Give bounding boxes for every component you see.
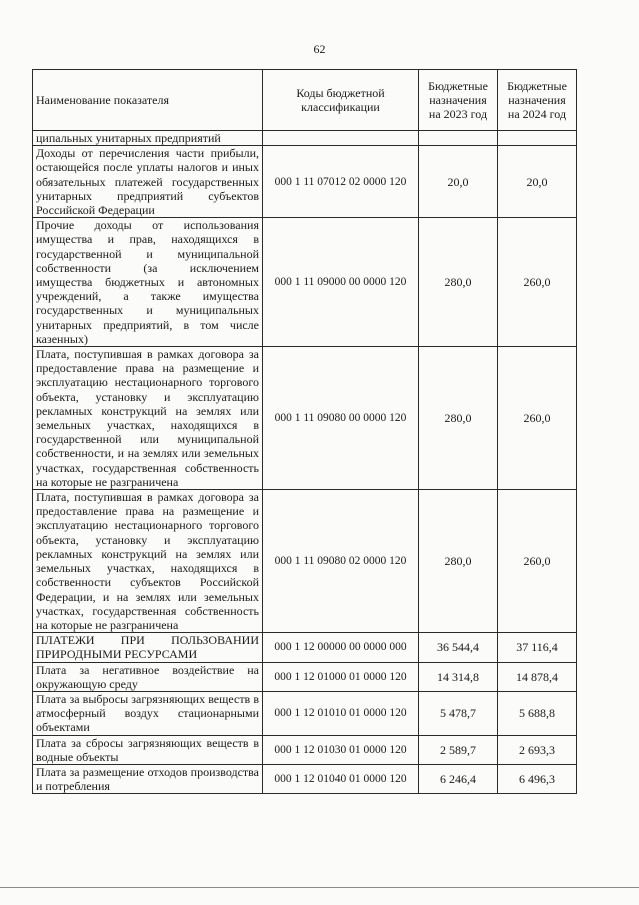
page-number: 62	[313, 42, 326, 56]
row-budget-2024: 5 688,8	[498, 691, 577, 735]
row-name: Доходы от перечисления части прибыли, остающейся после уплаты налогов и иных обязательных платежей государственных унитарных предприятий субъектов Российской Федерации	[33, 146, 263, 218]
row-name: Плата за выбросы загрязняющих веществ в атмосферный воздух стационарными объектами	[33, 691, 263, 735]
row-name: Плата за размещение отходов производства и потребления	[33, 764, 263, 793]
header-name: Наименование показателя	[33, 70, 263, 131]
row-name: Прочие доходы от использования имущества и прав, находящихся в государственной и муниципальной собственности (за исключением имущества бюджетных и автономных учреждений, а также имущества государственных и муниципальных унитарных предприятий, в том числе казенных)	[33, 218, 263, 347]
row-budget-2023: 14 314,8	[419, 662, 498, 691]
row-name: Плата, поступившая в рамках договора за предоставление права на размещение и эксплуатацию нестационарного торгового объекта, установку и эксплуатацию рекламных конструкций на землях или земельных участках, находящихся в государственной или муниципальной собственности, и на землях или земельных участках, государственная собственность на которые не разграничена	[33, 347, 263, 490]
row-name: Плата, поступившая в рамках договора за предоставление права на размещение и эксплуатацию нестационарного торгового объекта, установку и эксплуатацию рекламных конструкций на землях или земельных участках, находящихся в собственности субъектов Российской Федерации, и на землях или земельных участках, государственная собственность на которые не разграничена	[33, 490, 263, 633]
row-code: 000 1 12 01010 01 0000 120	[263, 691, 419, 735]
row-code: 000 1 11 09080 02 0000 120	[263, 490, 419, 633]
header-budget-2023: Бюджетные назначения на 2023 год	[419, 70, 498, 131]
row-budget-2023: 20,0	[419, 146, 498, 218]
row-budget-2023: 280,0	[419, 490, 498, 633]
table-row	[33, 490, 577, 633]
row-budget-2024: 14 878,4	[498, 662, 577, 691]
table-row	[33, 764, 577, 793]
row-budget-2024: 260,0	[498, 490, 577, 633]
row-name: Плата за негативное воздействие на окружающую среду	[33, 662, 263, 691]
row-code: 000 1 12 01030 01 0000 120	[263, 735, 419, 764]
row-budget-2023: 5 478,7	[419, 691, 498, 735]
row-code: 000 1 12 00000 00 0000 000	[263, 633, 419, 662]
row-name: ПЛАТЕЖИ ПРИ ПОЛЬЗОВАНИИ ПРИРОДНЫМИ РЕСУРСАМИ	[33, 633, 263, 662]
row-budget-2023	[419, 131, 498, 146]
table-row	[33, 662, 577, 691]
table-row	[33, 347, 577, 490]
row-code: 000 1 11 09000 00 0000 120	[263, 218, 419, 347]
budget-table	[32, 69, 577, 794]
row-name: Плата за сбросы загрязняющих веществ в водные объекты	[33, 735, 263, 764]
row-budget-2023: 280,0	[419, 218, 498, 347]
row-budget-2024: 37 116,4	[498, 633, 577, 662]
header-code: Коды бюджетной классификации	[263, 70, 419, 131]
row-budget-2024: 6 496,3	[498, 764, 577, 793]
row-budget-2023: 2 589,7	[419, 735, 498, 764]
table-row	[33, 735, 577, 764]
table-row	[33, 146, 577, 218]
row-code: 000 1 12 01000 01 0000 120	[263, 662, 419, 691]
row-budget-2023: 36 544,4	[419, 633, 498, 662]
row-budget-2023: 280,0	[419, 347, 498, 490]
row-budget-2024: 260,0	[498, 347, 577, 490]
row-code: 000 1 11 07012 02 0000 120	[263, 146, 419, 218]
table-row	[33, 218, 577, 347]
row-budget-2024: 20,0	[498, 146, 577, 218]
row-budget-2023: 6 246,4	[419, 764, 498, 793]
page-bottom-divider	[0, 887, 639, 888]
row-budget-2024: 260,0	[498, 218, 577, 347]
row-code	[263, 131, 419, 146]
table-header-row	[33, 70, 577, 131]
row-budget-2024: 2 693,3	[498, 735, 577, 764]
row-budget-2024	[498, 131, 577, 146]
table-row	[33, 691, 577, 735]
row-code: 000 1 11 09080 00 0000 120	[263, 347, 419, 490]
table-row	[33, 131, 577, 146]
row-code: 000 1 12 01040 01 0000 120	[263, 764, 419, 793]
header-budget-2024: Бюджетные назначения на 2024 год	[498, 70, 577, 131]
row-name: ципальных унитарных предприятий	[33, 131, 263, 146]
table-row	[33, 633, 577, 662]
